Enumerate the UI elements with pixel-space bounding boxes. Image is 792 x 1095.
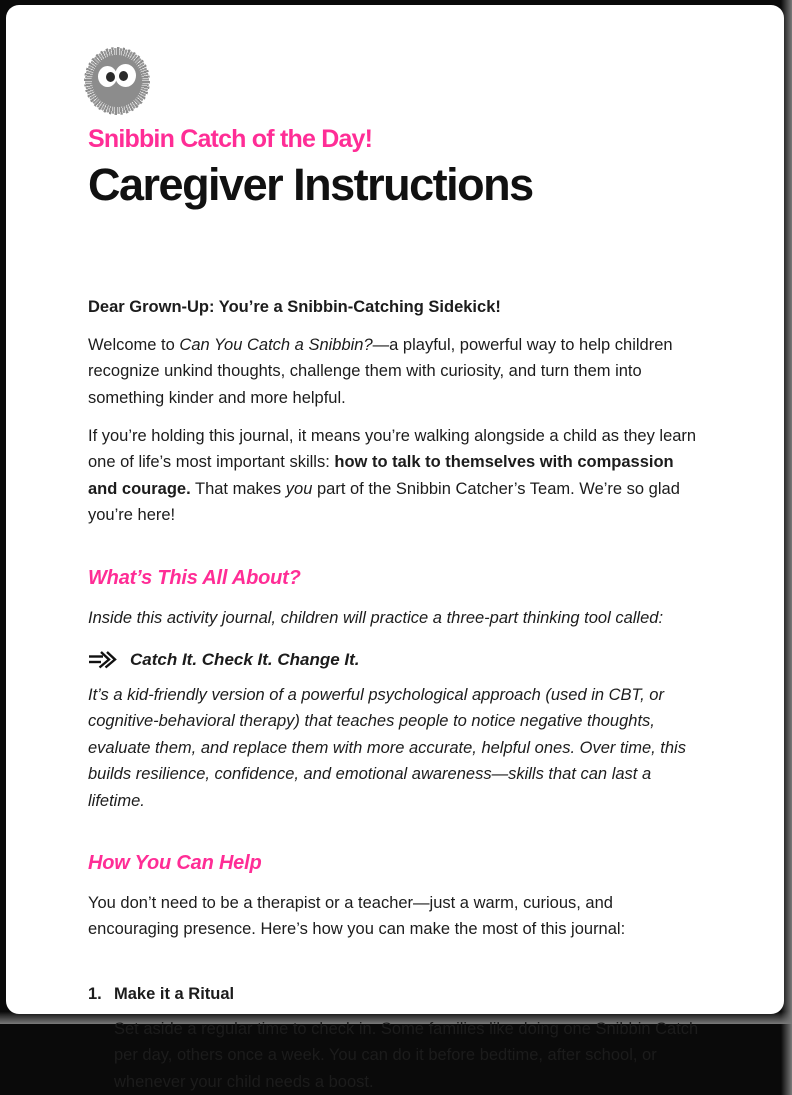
list-item	[88, 985, 704, 1095]
creature-left-pupil	[106, 72, 115, 82]
creature-right-eye	[115, 64, 136, 87]
creature-right-pupil	[119, 71, 128, 81]
tool-name: Catch It. Check It. Change It.	[130, 650, 360, 670]
page-header	[6, 5, 784, 210]
tool-callout	[88, 650, 704, 670]
help-list	[88, 985, 704, 1095]
intro-paragraph-2: If you’re holding this journal, it means you’re walking alongside a child as they learn one of life’s most important skills: how to talk to themselves with compassion and courage. That makes you part of the Snibbin Catcher’s Team. We’re so glad you’re here!	[88, 427, 697, 525]
about-intro: Inside this activity journal, children will practice a three-part thinking tool called:	[88, 608, 664, 627]
about-body: It’s a kid-friendly version of a powerful psychological approach (used in CBT, or cognitive-behavioral therapy) that teaches people to notice negative thoughts, evaluate them, and replace them with more accurate, helpful ones. Over time, this builds resilience, confidence, and emotional awareness—skills that can last a lifetime.	[88, 686, 686, 810]
snibbin-creature-icon	[84, 47, 150, 115]
double-arrow-right-icon	[88, 650, 118, 670]
page-title: Caregiver Instructions	[88, 159, 533, 210]
section-heading-about: What’s This All About?	[88, 566, 301, 589]
intro-heading: Dear Grown-Up: You’re a Snibbin-Catching Sidekick!	[88, 297, 501, 316]
document-page	[6, 5, 784, 1091]
journal-title-italic: Can You Catch a Snibbin?	[179, 335, 373, 354]
list-item-heading	[88, 985, 704, 1004]
page-content	[6, 294, 784, 1095]
list-item-body: Set aside a regular time to check in. Some families like doing one Snibbin Catch per day, others once a week. You can do it before bedtime, after school, or whenever your child needs a boost.	[114, 1019, 699, 1091]
section-heading-help: How You Can Help	[88, 851, 262, 874]
list-item-title: Make it a Ritual	[114, 984, 235, 1003]
help-intro: You don’t need to be a therapist or a teacher—just a warm, curious, and encouraging presence. Here’s how you can make the most of this journal:	[88, 893, 626, 939]
intro-paragraph-1: Welcome to Can You Catch a Snibbin?—a playful, powerful way to help children recognize unkind thoughts, challenge them with curiosity, and turn them into something kinder and more helpful.	[88, 335, 673, 407]
list-item-number: 1.	[88, 984, 102, 1003]
page-subtitle: Snibbin Catch of the Day!	[88, 125, 373, 153]
